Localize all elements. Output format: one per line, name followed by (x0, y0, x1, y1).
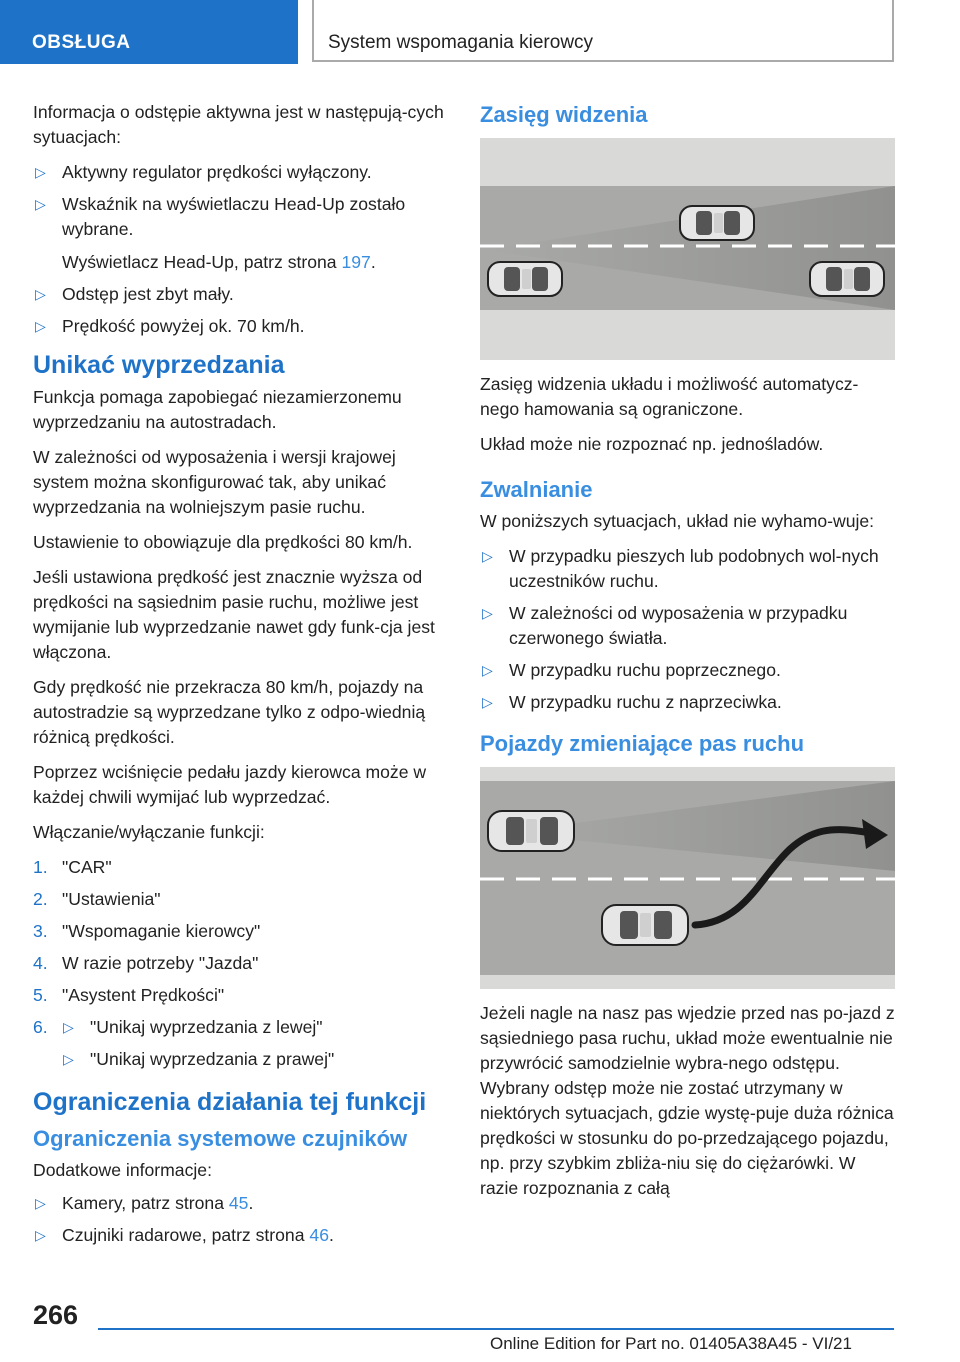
triangle-bullet-icon: ▷ (482, 694, 493, 710)
option-list (62, 1015, 448, 1072)
list-item: ▷ Kamery, patrz strona 45. (33, 1191, 448, 1216)
paragraph: Jeżeli nagle na nasz pas wjedzie przed nas po‐jazd z sąsiedniego pasa ruchu, układ może ewentualnie nie przywrócić samodzielnie wybra‐nego odstępu. Wybrany odstęp może nie zostać utrzymany w niektórych sytuacjach, gdzie wystę‐puje duża różnica prędkości w stosunku do po‐przedzającego pojazdu, np. przy szybkim zbliża‐niu się do ciężarówki. W razie rozpoznania z całą (480, 1003, 895, 1198)
list-item: 4. W razie potrzeby "Jazda" (33, 953, 259, 973)
page-link[interactable]: 197 (341, 252, 371, 272)
field-of-view-illustration (480, 138, 895, 360)
slowing-list (480, 544, 895, 715)
left-column (33, 100, 448, 1258)
list-item: 1. "CAR" (33, 857, 112, 877)
sensors-list (33, 1191, 448, 1248)
paragraph: Zasięg widzenia układu i możliwość automatycz‐nego hamowania są ograniczone. (480, 374, 859, 419)
list-item: 3. "Wspomaganie kierowcy" (33, 921, 261, 941)
paragraph: W poniższych sytuacjach, układ nie wyhamo‐wuje: (480, 511, 875, 531)
list-item: ▷ W przypadku ruchu poprzecznego. (480, 658, 895, 683)
list-item: ▷ Odstęp jest zbyt mały. (33, 282, 448, 307)
list-item: ▷ "Unikaj wyprzedzania z lewej" (62, 1015, 448, 1040)
range-heading: Zasięg widzenia (480, 102, 648, 127)
paragraph: Układ może nie rozpoznać np. jednośladów. (480, 434, 824, 454)
triangle-bullet-icon: ▷ (35, 196, 46, 212)
lane-change-illustration (480, 767, 895, 989)
list-item: ▷ Czujniki radarowe, patrz strona 46. (33, 1223, 448, 1248)
paragraph: Dodatkowe informacje: (33, 1160, 212, 1180)
triangle-bullet-icon: ▷ (35, 286, 46, 302)
cross-reference: Wyświetlacz Head-Up, patrz strona 197. (62, 252, 376, 272)
slowing-heading: Zwalnianie (480, 477, 593, 502)
triangle-bullet-icon: ▷ (482, 662, 493, 678)
sensors-heading: Ograniczenia systemowe czujników (33, 1126, 408, 1151)
situations-list (33, 160, 448, 339)
list-item: ▷ "Unikaj wyprzedzania z prawej" (62, 1047, 448, 1072)
triangle-bullet-icon: ▷ (35, 1195, 46, 1211)
chapter-title: System wspomagania kierowcy (328, 32, 594, 53)
list-item: 2. "Ustawienia" (33, 889, 161, 909)
page-link[interactable]: 45 (228, 1193, 249, 1213)
section-label: OBSŁUGA (32, 32, 131, 53)
page-link[interactable]: 46 (309, 1225, 329, 1245)
footer-divider (98, 1328, 894, 1330)
paragraph: Ustawienie to obowiązuje dla prędkości 80 km/h. (33, 532, 413, 552)
list-item: ▷ W przypadku ruchu z naprzeciwka. (480, 690, 895, 715)
list-item: 5. "Asystent Prędkości" (33, 985, 225, 1005)
limits-heading: Ograniczenia działania tej funkcji (33, 1088, 427, 1116)
paragraph: Włączanie/wyłączanie funkcji: (33, 822, 265, 842)
triangle-bullet-icon: ▷ (35, 1227, 46, 1243)
section-tab (0, 0, 298, 64)
list-item: ▷ W przypadku pieszych lub podobnych wol‐nych uczestników ruchu. (482, 546, 879, 591)
list-item: 6. ▷ "Unikaj wyprzedzania z lewej" ▷ "Unikaj wyprzedzania z prawej" (33, 1015, 448, 1072)
edition-footer: Online Edition for Part no. 01405A38A45 - VI/21 (490, 1334, 852, 1353)
triangle-bullet-icon: ▷ (482, 548, 493, 564)
paragraph: W zależności od wyposażenia i wersji krajowej system można skonfigurować tak, aby unikać wyprzedzania na wolniejszym pasie ruchu. (33, 447, 396, 517)
page-number: 266 (33, 1300, 79, 1330)
list-item: ▷ Wskaźnik na wyświetlaczu Head-Up zostało wybrane. Wyświetlacz Head-Up, patrz strona 197. (33, 192, 448, 275)
triangle-bullet-icon: ▷ (35, 164, 46, 180)
paragraph: Funkcja pomaga zapobiegać niezamierzonemu wyprzedzaniu na autostradach. (33, 387, 402, 432)
right-column (480, 100, 895, 1211)
lane-change-heading: Pojazdy zmieniające pas ruchu (480, 731, 805, 756)
steps-list (33, 855, 448, 1072)
triangle-bullet-icon: ▷ (482, 605, 493, 621)
paragraph: Poprzez wciśnięcie pedału jazdy kierowca może w każdej chwili wymijać lub wyprzedzać. (33, 762, 427, 807)
paragraph: Jeśli ustawiona prędkość jest znacznie wyższa od prędkości na sąsiednim pasie ruchu, możliwe jest wymijanie lub wyprzedzanie nawet gdy funk‐cja jest włączona. (33, 567, 435, 662)
list-item: ▷ Aktywny regulator prędkości wyłączony. (33, 160, 448, 185)
intro-paragraph: Informacja o odstępie aktywna jest w następują‐cych sytuacjach: (33, 102, 444, 147)
list-item: ▷ W zależności od wyposażenia w przypadku czerwonego światła. (482, 603, 848, 648)
triangle-bullet-icon: ▷ (35, 318, 46, 334)
avoid-overtaking-heading: Unikać wyprzedzania (33, 351, 285, 379)
triangle-bullet-icon: ▷ (63, 1019, 74, 1035)
chapter-header (312, 0, 894, 62)
list-item: ▷ Prędkość powyżej ok. 70 km/h. (33, 314, 448, 339)
triangle-bullet-icon: ▷ (63, 1051, 74, 1067)
paragraph: Gdy prędkość nie przekracza 80 km/h, pojazdy na autostradzie są wyprzedzane tylko z odpo‐wiednią różnicą prędkości. (33, 677, 426, 747)
